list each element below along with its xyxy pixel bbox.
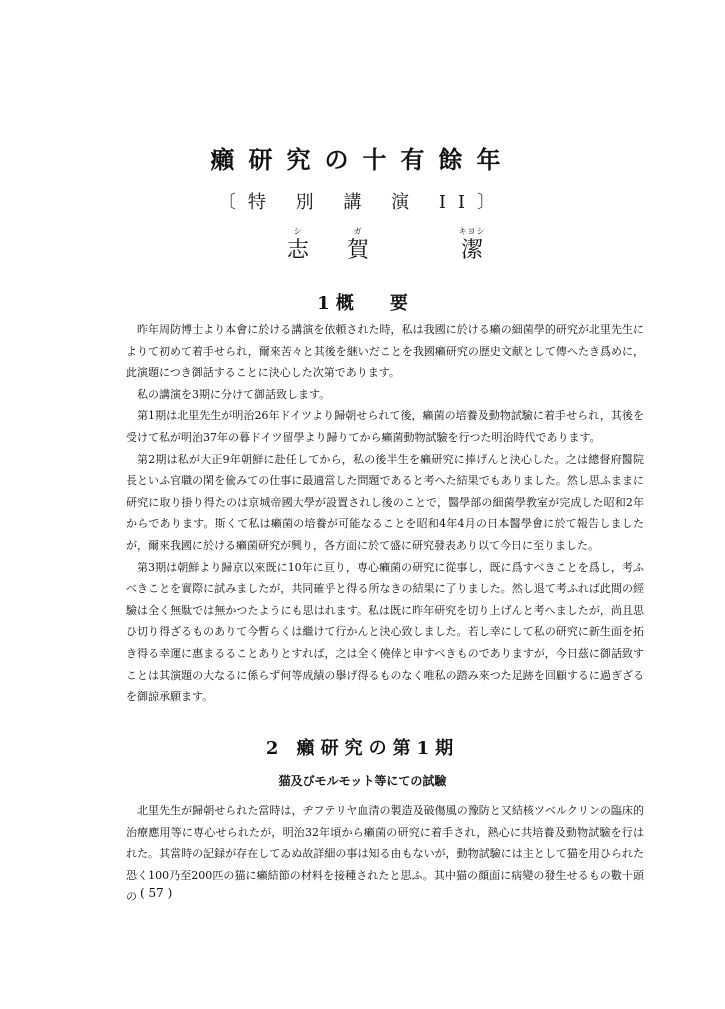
section-1-number: 1 bbox=[317, 293, 330, 314]
author-ruby-3: キヨシ bbox=[458, 227, 486, 236]
section-1-body bbox=[126, 319, 644, 708]
author-ruby-2: ガ bbox=[353, 227, 363, 236]
paragraph: 第1期は北里先生が明治26年ドイツより歸朝せられて後，癩菌の培養及動物試驗に着手せられ，其後を受けて私が明治37年の暮ドイツ留學より歸りてから癩菌動物試驗を行つた明治時代であります。 bbox=[126, 409, 644, 444]
paragraph: 昨年周防博士より本會に於ける講演を依頼された時，私は我國に於ける癩の細菌學的研究が北里先生によりて初めて着手せられ，爾來苦々と其後を継いだことを我國癩研究の歴史文献として傳へたき爲めに，此演題につき御話することに決心した次第であります。 bbox=[126, 323, 644, 380]
paragraph: 第2期は私が大正9年朝鮮に赴任してから，私の後半生を癩研究に捧げんと決心した。之は總督府醫院長といふ官職の閑を偸みての仕事に最適當した問題であると考へた結果でもありました。然し思ふままに研究に取り掛り得たのは京城帝國大學が設置されし後のことで，醫學部の細菌學教室が完成した昭和2年からであります。斯くて私は癩菌の培養が可能なることを昭和4年4月の日本醫學會に於て報告しましたが，爾來我國に於ける癩菌研究が興り，各方面に於て盛に研究發表あり以て今日に至りました。 bbox=[126, 452, 644, 552]
author-kanji-1: 志 bbox=[286, 238, 309, 263]
section-2-title: 癩研究の第1期 bbox=[296, 738, 460, 759]
paragraph: 第3期は朝鮮より歸京以來既に10年に亘り，専心癩菌の研究に從事し，既に爲すべきことを爲し，考ふべきことを實際に試みましたが，共同確乎と得る所なきの結果に了りました。然し退て考ふれば此間の經驗は全く無駄では無かつたようにも思はれます。私は既に昨年研究を切り上げんと考へましたが，尚且思ひ切り得ざるものありて今暫らくは繼けて行かんと決心致しました。若し幸にして私の研究に新生面を拓き得る幸運に惠まるることありとすれば，之は全く僥倖と申すべきものでありますが，今日茲に御話致すことは其演題の大なるに係らず何等成績の擧げ得るものなく唯私の踏み來つた足跡を回顧するに過ぎざるを御諒承願ます。 bbox=[126, 560, 644, 704]
author-kanji-3: 潔 bbox=[460, 238, 483, 263]
section-1-heading bbox=[0, 289, 725, 315]
section-2-number: 2 bbox=[265, 738, 285, 759]
author-name bbox=[0, 226, 725, 276]
author-char-1 bbox=[278, 226, 318, 264]
author-kanji-2: 賀 bbox=[346, 238, 369, 263]
paragraph: 北里先生が歸朝せられた當時は，ヂフテリヤ血清の製造及破傷風の豫防と又結核ツベルクリンの臨床的治療應用等に専心せられたが，明治32年頃から癩菌の研究に着手され，熱心に共培養及動物試驗を行はれた。其當時の記録が存在してゐぬ故詳細の事は知る由もないが，動物試驗には主として猫を用ひられた恐く100乃至200匹の猫に癩結節の材料を接種されたと思ふ。其中猫の顔面に病變の發生せるもの數十頭の bbox=[126, 804, 644, 904]
author-char-3 bbox=[452, 226, 492, 264]
section-2-body bbox=[126, 800, 644, 908]
section-1-title: 概 要 bbox=[335, 293, 408, 314]
paper-subtitle: 〔特 別 講 演 II〕 bbox=[217, 192, 508, 213]
section-2-heading bbox=[0, 734, 725, 760]
author-char-2 bbox=[338, 226, 378, 264]
author-ruby-1: シ bbox=[293, 227, 303, 236]
paragraph: 私の講演を3期に分けて御話致します。 bbox=[137, 387, 331, 401]
paper-title: 癩研究の十有餘年 bbox=[210, 145, 515, 174]
page-number: ( 57 ) bbox=[140, 886, 173, 900]
subsection-heading: 猫及びモルモット等にての試驗 bbox=[278, 774, 447, 788]
